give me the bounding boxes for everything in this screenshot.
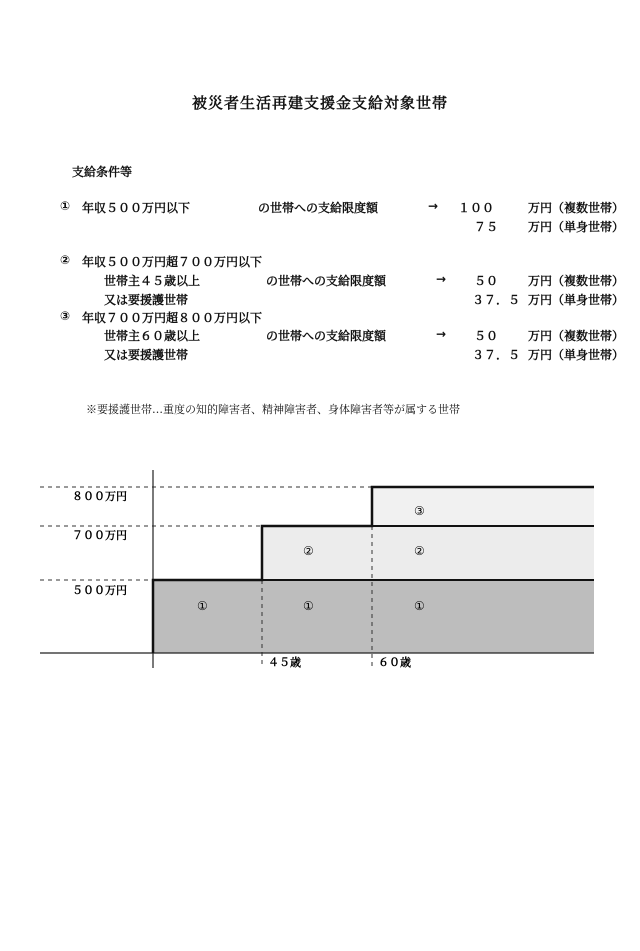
condition-2-unit-multi: 万円（複数世帯） <box>528 274 625 288</box>
y-label-500: ５００万円 <box>72 584 127 597</box>
condition-3-householder: 世帯主６０歳以上 <box>104 329 201 343</box>
region-income-700-800 <box>372 487 594 526</box>
condition-3-unit-single: 万円（単身世帯） <box>528 348 625 362</box>
y-label-800: ８００万円 <box>72 490 127 503</box>
condition-1-unit-multi: 万円（複数世帯） <box>528 201 625 215</box>
condition-1-limit-label: の世帯への支給限度額 <box>258 201 379 215</box>
condition-3-limit-label: の世帯への支給限度額 <box>266 329 387 343</box>
cell-marker-high-c: ③ <box>414 504 425 518</box>
cell-marker-mid-c: ② <box>414 544 425 558</box>
condition-1-amount-single: ７５ <box>474 220 499 234</box>
condition-2-number: ② <box>60 253 71 267</box>
condition-3-amount-single: ３７．５ <box>472 348 521 362</box>
condition-3-arrow: → <box>436 327 447 341</box>
footnote: ※要援護世帯…重度の知的障害者、精神障害者、身体障害者等が属する世帯 <box>86 403 460 416</box>
x-label-60: ６０歳 <box>378 656 411 669</box>
condition-2-income: 年収５００万円超７００万円以下 <box>82 255 263 269</box>
condition-1-number: ① <box>60 199 71 213</box>
condition-2-limit-label: の世帯への支給限度額 <box>266 274 387 288</box>
section-heading: 支給条件等 <box>72 165 133 179</box>
cell-marker-low-b: ① <box>303 599 314 613</box>
condition-2-unit-single: 万円（単身世帯） <box>528 293 625 307</box>
condition-1-amount-multi: １００ <box>458 201 495 215</box>
condition-1-unit-single: 万円（単身世帯） <box>528 220 625 234</box>
condition-2-amount-multi: ５０ <box>474 274 499 288</box>
condition-3-amount-multi: ５０ <box>474 329 499 343</box>
cell-marker-low-c: ① <box>414 599 425 613</box>
x-label-45: ４５歳 <box>268 656 301 669</box>
cell-marker-mid-b: ② <box>303 544 314 558</box>
condition-2-amount-single: ３７．５ <box>472 293 521 307</box>
condition-3-unit-multi: 万円（複数世帯） <box>528 329 625 343</box>
y-label-700: ７００万円 <box>72 529 127 542</box>
cell-marker-low-a: ① <box>197 599 208 613</box>
region-income-under-500 <box>153 580 594 653</box>
condition-3-number: ③ <box>60 309 71 323</box>
condition-3-or-assisted: 又は要援護世帯 <box>104 348 189 362</box>
condition-2-arrow: → <box>436 272 447 286</box>
condition-1-income: 年収５００万円以下 <box>82 201 191 215</box>
condition-2-or-assisted: 又は要援護世帯 <box>104 293 189 307</box>
condition-2-householder: 世帯主４５歳以上 <box>104 274 201 288</box>
page-title: 被災者生活再建支援金支給対象世帯 <box>191 94 448 112</box>
condition-3-income: 年収７００万円超８００万円以下 <box>82 311 263 325</box>
condition-1-arrow: → <box>428 199 439 213</box>
